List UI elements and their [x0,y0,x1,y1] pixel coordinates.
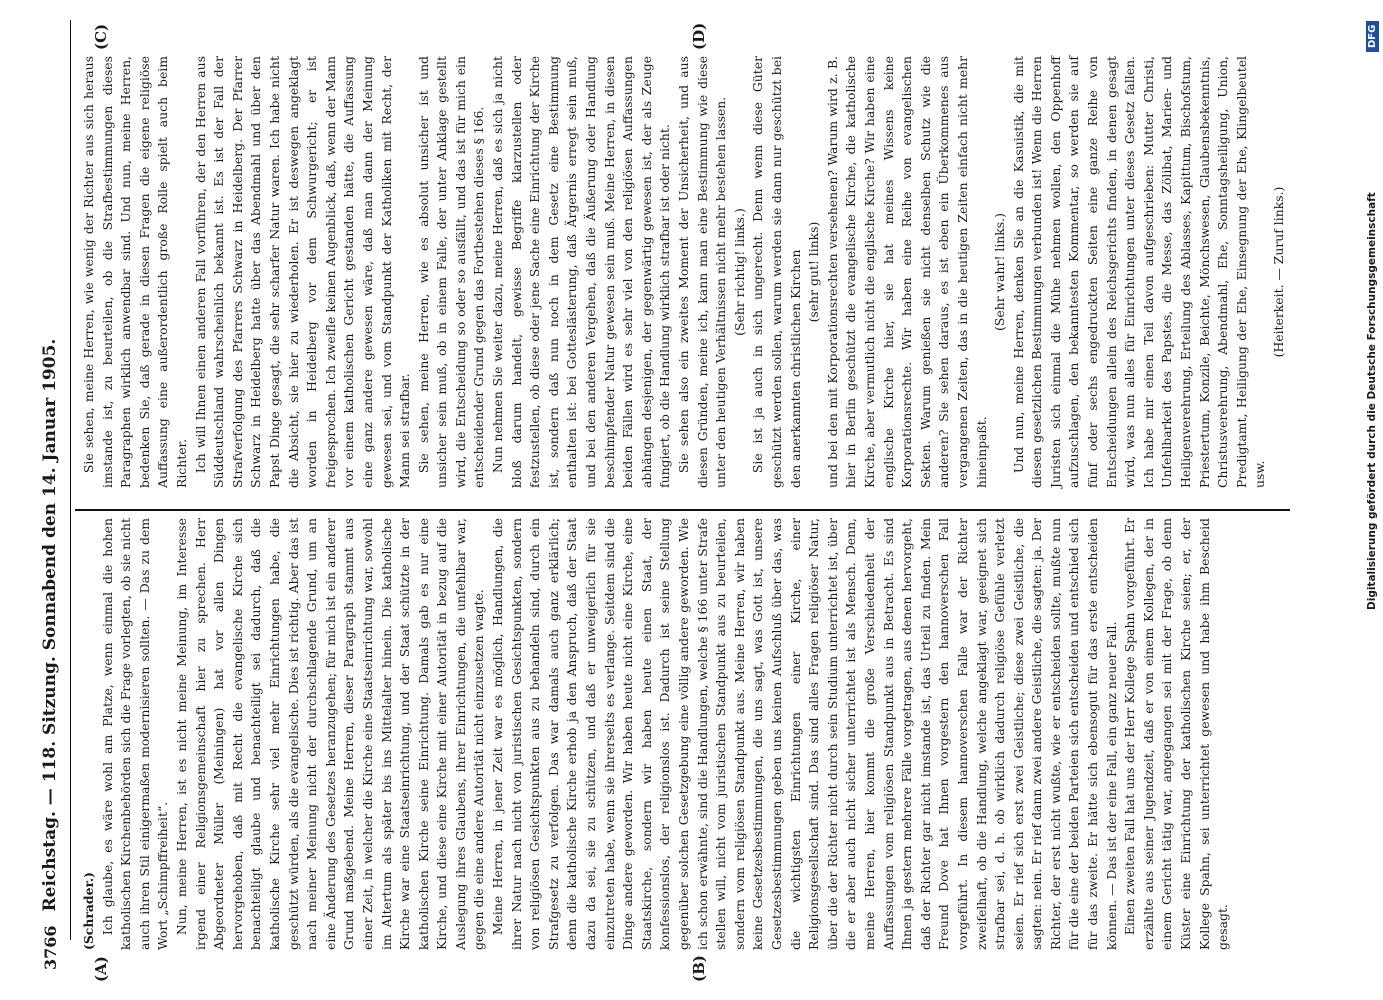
paragraph: Ich glaube, es wäre wohl am Platze, wenn einmal die hohen katholischen Kirchenbehörden sich die Frage vorlegten, ob sie nicht auch ihren Stil einigermaßen modernisieren sollten. — Das zu dem Wort „Schimpffreiheit“. [99,518,171,950]
paragraph: Und nun, meine Herren, denken Sie an die Kasuistik, die mit diesen gesetzlichen Bestimmungen verbunden ist! Wenn die Herren Juristen sich einmal die Mühe nehmen wollen, den Oppenhoff aufzuschlagen, den bekanntesten Kommentar, so werden sie auf fünf oder sechs engedruckten Seiten eine ganze Reihe von Entscheidungen allein des Reichsgerichts finden, in denen gesagt wird, was nun alles für Einrichtungen unter dieses Gesetz fallen. Ich habe mir einen Teil davon aufgeschrieben: Mutter Christi, Unfehlbarkeit des Papstes, die Messe, das Zölibat, Marien- und Heiligenverehrung, Erteilung des Ablasses, Kapittum, Bischofstum, Priestertum, Konzile, Beichte, Mönchswesen, Glaubensbekenntnis, Christusverehrung, Abendmahl, Ehe, Sonntagsheiligung, Union, Predigtamt, Heiligung der Ehe, Einsegnung der Ehe, Klingelbeutel usw. [1010,56,1268,488]
paragraph: Einen zweiten Fall hat uns der Herr Kollege Spahn vorgeführt. Er erzählte aus seiner Jugendzeit, daß er von einem Kollegen, der in einem Gericht tätig war, angegangen sei mit der Frage, ob denn Küster eine Einrichtung der katholischen Kirche seien; er, der Kollege Spahn, sei unterrichtet gewesen und habe ihm Bescheid gesagt. [1122,518,1231,950]
paragraph: Sie ist ja auch in sich ungerecht. Denn wenn diese Güter geschützt werden sollen, warum werden sie dann nur geschützt bei den anerkannten christlichen Kirchen [750,56,803,488]
interjection: (sehr gut! links) [806,221,822,323]
paragraph: Sie sehen also ein zweites Moment der Unsicherheit, und aus diesen Gründen, meine ich, kann man eine Bestimmung wie diese unter den heutigen Verhältnissen nicht mehr bestehen lassen. [676,56,729,488]
paragraph: Sie sehen, meine Herren, wie es absolut unsicher ist und unsicher sein muß, ob in einem Falle, der unter Anklage gestellt wird, die Entscheidung so oder so ausfällt, und das ist für mich ein entscheidender Grund gegen das Fortbestehen dieses § 166. [415,56,487,488]
margin-marker-d: (D) [690,22,708,50]
page-title: Reichstag. — 118. Sitzung. Sonnabend den 14. Januar 1905. [40,338,60,912]
left-column [80,518,1233,950]
interjection: (Sehr wahr! links.) [992,213,1008,331]
margin-marker-c: (C) [92,23,110,50]
paragraph: und bei den mit Korporationsrechten versehenen? Warum wird z. B. hier in Berlin geschützt die evangelische Kirche, die katholische Kirche, aber vermutlich nicht die englische Kirche? Wir haben eine englische Kirche hier, sie hat meines Wissens keine Korporationsrechte. Wir haben eine Reihe von evangelischen Sekten. Warum genießen sie nicht denselben Schutz wie die anderen? Sie sehen daraus, es ist eben ein Überkommenes aus vergangenen Zeiten, das in die heutigen Zeiten einfach nicht mehr hineinpaßt. [824,56,989,488]
page-number: 3766 [40,925,60,970]
margin-marker-b: (B) [690,955,708,982]
paragraph: Nun nehmen Sie weiter dazu, meine Herren, daß es sich ja nicht bloß darum handelt, gewisse Begriffe klarzustellen oder festzustellen, ob diese oder jene Sache eine Einrichtung der Kirche ist, sondern daß nun noch in dem Gesetz eine Bestimmung enthalten ist: bei Gotteslästerung, daß Ärgernis erregt sein muß, und bei den anderen Vergehen, daß die Äußerung oder Handlung beschimpfender Natur gewesen sein muß. Meine Herren, in diesen beiden Fällen wird es sehr viel von den religiösen Auffassungen abhängen desjenigen, der gegenwärtig gewesen ist, der als Zeuge fungiert, ob die Handlung wirklich strafbar ist oder nicht. [490,56,673,488]
right-column [80,56,1289,488]
interjection: (Heiterkeit. — Zuruf links.) [1271,186,1286,358]
paragraph: Meine Herren, in jener Zeit war es möglich, Handlungen, die ihrer Natur nach nicht von juristischen Gesichtspunkten, sondern von religiösen Gesichtspunkten aus zu behandeln sind, durch ein Strafgesetz zu verfolgen. Das war damals auch ganz erklärlich; denn die katholische Kirche erhob ja den Anspruch, daß der Staat dazu da sei, sie zu schützen, und daß er unweigerlich für sie einzutreten habe, wenn sie ihrerseits es verlange. Seitdem sind die Dinge andere geworden. Wir haben heute nicht eine Kirche, eine Staatskirche, sondern wir haben heute einen Staat, der konfessionslos, der religionslos ist. Dadurch ist seine Stellung gegenüber solchen Gesetzgebung eine völlig andere geworden. Wie ich schon erwähnte, sind die Handlungen, welche § 166 unter Strafe stellen will, nicht vom juristischen Standpunkt aus zu beurteilen, sondern vom religiösen Standpunkt aus. Meine Herren, wir haben keine Gesetzesbestimmungen, die uns sagt, was Gott ist, unsere Gesetzesbestimmungen geben uns keinen Aufschluß über das, was die wichtigsten Einrichtungen einer Kirche, einer Religionsgesellschaft sind. Das sind alles Fragen religiöser Natur, über die der Richter nicht durch sein Studium unterrichtet ist, über die er aber auch nicht sicher unterrichtet ist als Mensch. Denn, meine Herren, hier kommt die große Verschiedenheit der Auffassungen vom religiösen Standpunkt aus in Betracht. Es sind Ihnen ja gestern mehrere Fälle vorgetragen, aus denen hervorgeht, daß der Richter gar nicht imstande ist, das Urteil zu finden. Mein Freund Dove hat Ihnen vorgestern den hannoverschen Fall vorgeführt. In diesem hannoverschen Falle war der Richter zweifelhaft, ob die Handlung, welche angeklagt war, geeignet sich strafbar sei, d. h. ob wirklich dadurch religiöse Gefühle verletzt seien. Er rief sich erst zwei Geistliche; diese zwei Geistliche, die sagten: nein. Er rief dann zwei andere Geistliche, die sagten: ja. Der Richter, der erst nicht wußte, wie er entscheiden sollte, mußte nun für die eine der beiden Parteien sich entscheiden und entschied sich für das zweite. Er hätte sich ebensogut für das erste entscheiden können. — Das ist der eine Fall, ein ganz neuer Fall. [490,517,1119,950]
interjection: (Sehr richtig! links.) [731,208,747,336]
paragraph: Nun, meine Herren, ist es nicht meine Meinung, im Interesse irgend einer Religionsgemeinschaft hier zu sprechen. Herr Abgeordneter Müller (Meiningen) hat vor allen Dingen hervorgehoben, daß mit Recht die evangelische Kirche sich benachteiligt glaube und benachteiligt sei dadurch, daß die katholische Kirche sehr viel mehr Einrichtungen habe, die geschützt würden, als die evangelische. Dies ist richtig. Aber das ist nach meiner Meinung nicht der durchschlagende Grund, um an eine Änderung des Gesetzes heranzugehen; für mich ist ein anderer Grund maßgebend. Meine Herren, dieser Paragraph stammt aus einer Zeit, in welcher die Kirche eine Staatseinrichtung war, sowohl im Altertum als später bis ins Mittelalter hinein. Die katholische Kirche war eine Staatseinrichtung, und der Staat schützte in der katholischen Kirche seine Einrichtung. Damals gab es nur eine Kirche, und diese eine Kirche mit einer Autorität in bezug auf die Auslegung ihres Glaubens, ihrer Einrichtungen, die unfehlbar war, gegen die eine andere Autorität nicht einzusetzen wagte. [173,518,487,950]
paragraph: Ich will Ihnen einen anderen Fall vorführen, der den Herren aus Süddeutschland wahrscheinlich bekannt ist. Es ist der Fall der Strafverfolgung des Pfarrers Schwarz in Heidelberg. Der Pfarrer Schwarz in Heidelberg hatte über das Abendmahl und über den Papst Dinge gesagt, die sehr scharfer Natur waren. Ich habe nicht die Absicht, sie hier zu wiederholen. Er ist deswegen angeklagt worden in Heidelberg vor dem Schwurgericht; er ist freigesprochen. Ich zweifle keinen Augenblick, daß, wenn der Mann vor einem katholischen Gericht gestanden hätte, die Auffassung eine ganz andere gewesen wäre, daß man dann der Meinung gewesen sei, und vom Standpunkt der Katholiken mit Recht, der Mann sei strafbar. [192,56,413,488]
digitization-credit: Digitalisierung gefördert durch die Deutsche Forschungsgemeinschaft [1366,192,1378,610]
paragraph: Sie sehen, meine Herren, wie wenig der Richter aus sich heraus imstande ist, zu beurteilen, ob die Strafbestimmungen dieses Paragraphen wirklich anwendbar sind. Und nun, meine Herren, bedenken Sie, daß gerade in diesen Fragen die eigene religiöse Auffassung eine außerordentlich große Rolle spielt auch beim Richter. [81,56,189,488]
header-rule [70,20,71,940]
margin-marker-a: (A) [92,956,110,982]
column-divider [75,509,1290,511]
page-header [38,30,62,970]
speaker-label: (Schrader.) [81,871,96,950]
dfg-logo: DFG [1366,21,1379,52]
